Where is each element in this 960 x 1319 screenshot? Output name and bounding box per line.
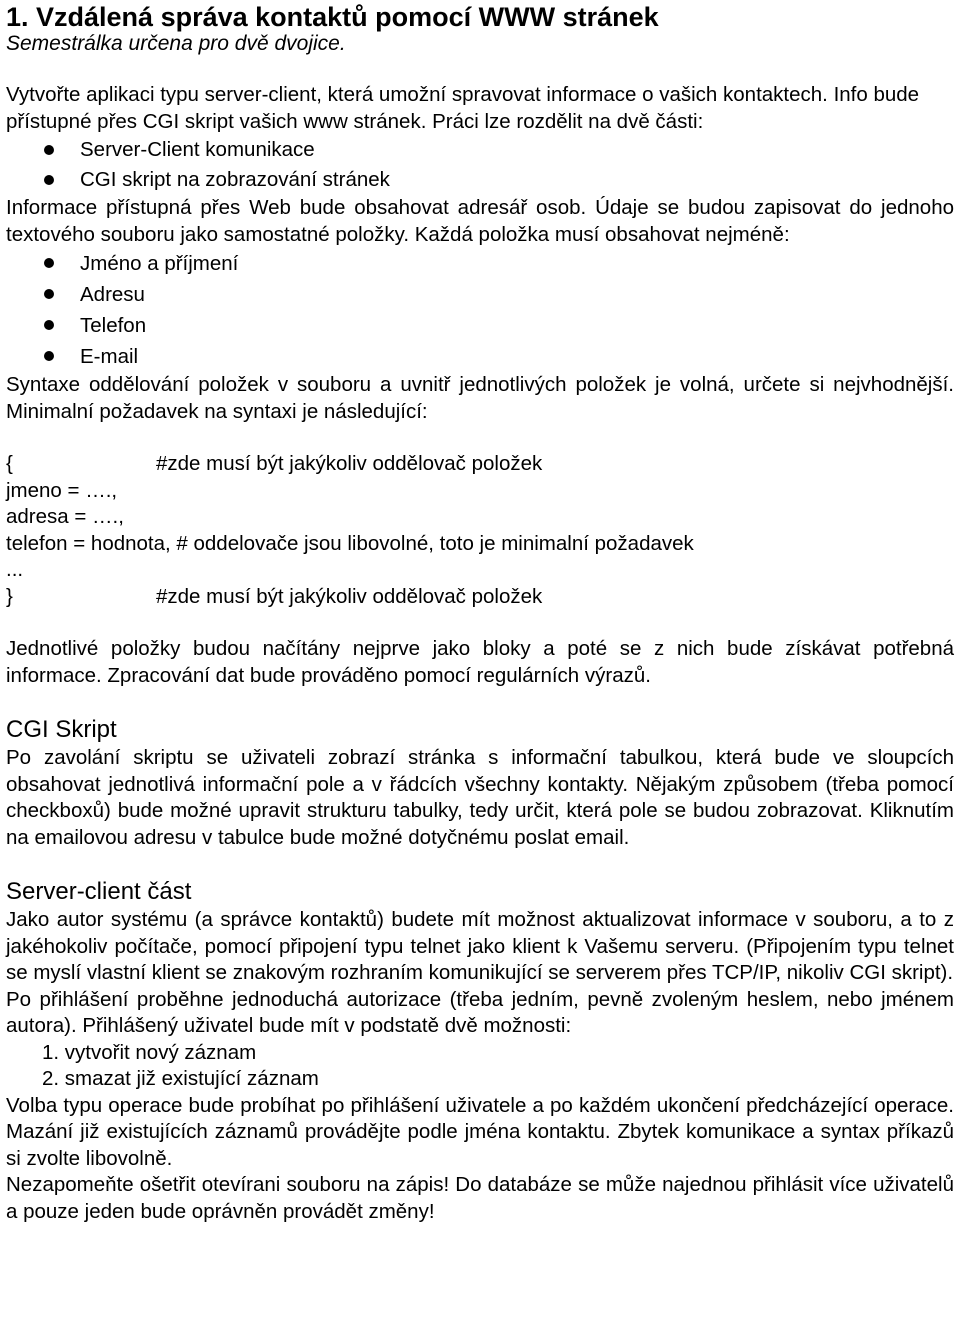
server-heading: Server-client část xyxy=(6,878,192,905)
closing-paragraph: Volba typu operace bude probíhat po přihlášení uživatele a po každém ukončení předcházející operace. Mazání již existujících záznamů provádějte podle jména kontaktu. Zbytek komunikace a syntax příkazů si zvolte libovolně. xyxy=(6,1093,954,1170)
options-list xyxy=(6,1040,954,1093)
cgi-heading: CGI Skript xyxy=(6,716,117,743)
code-line: ... xyxy=(6,558,24,581)
spacer xyxy=(6,56,954,82)
spacer xyxy=(6,425,954,451)
list-item: Server-Client komunikace xyxy=(6,135,954,165)
cgi-paragraph: Po zavolání skriptu se uživateli zobrazí stránka s informační tabulkou, která bude ve sloupcích obsahovat jednotlivá informační pole a v řádcích všechny kontakty. Nějakým způsobem (třeba pomocí checkboxů) bude možné upravit strukturu tabulky, tedy určit, která pole se budou zobrazovat. Kliknutím na emailovou adresu v tabulce bude možné dotyčnému poslat email. xyxy=(6,746,954,849)
intro-paragraph: Vytvořte aplikaci typu server-client, která umožní spravovat informace o vašich kontaktech. Info bude přístupné přes CGI skript vašich www stránek. Práci lze rozdělit na dvě části: xyxy=(6,83,920,133)
server-paragraph: Jako autor systému (a správce kontaktů) budete mít možnost aktualizovat informace v souboru, a to z jakéhokoliv počítače, pomocí připojení typu telnet jako klient k Vašemu serveru. (Připojením typu telnet se myslí vlastní klient se znakovým rozhraním komunikující se serverem přes TCP/IP, nikoliv CGI skript). xyxy=(6,908,954,984)
info-paragraph: Informace přístupná přes Web bude obsahovat adresář osob. Údaje se budou zapisovat do jednoho textového souboru jako samostatné položky. Každá položka musí obsahovat nejméně: xyxy=(6,196,954,246)
code-comment: #zde musí být jakýkoliv oddělovač položek xyxy=(156,584,543,608)
fields-list xyxy=(6,248,954,372)
list-item: Jméno a příjmení xyxy=(6,248,954,279)
server-paragraph: Po přihlášení proběhne jednoduchá autorizace (třeba jedním, pevně zvoleným heslem, nebo jménem autora). Přihlášený uživatel bude mít v podstatě dvě možnosti: xyxy=(6,987,954,1037)
code-line: telefon = hodnota, # oddelovače jsou libovolné, toto je minimalní požadavek xyxy=(6,531,694,555)
page-subtitle: Semestrálka určena pro dvě dvojice. xyxy=(6,32,346,55)
list-item: CGI skript na zobrazování stránek xyxy=(6,165,954,195)
code-line: adresa = …., xyxy=(6,505,124,528)
code-comment: #zde musí být jakýkoliv oddělovač položek xyxy=(156,452,543,475)
spacer xyxy=(6,689,954,715)
closing-paragraph: Nezapomeňte ošetřit otevírani souboru na zápis! Do databáze se může najednou přihlásit více uživatelů a pouze jeden bude oprávněn provádět změny! xyxy=(6,1173,954,1223)
list-item: 1. vytvořit nový záznam xyxy=(42,1040,257,1064)
code-line: jmeno = …., xyxy=(6,478,118,502)
list-item: Adresu xyxy=(6,279,954,310)
code-close-brace: } xyxy=(6,584,13,608)
spacer xyxy=(6,610,954,636)
blocks-paragraph: Jednotlivé položky budou načítány nejprve jako bloky a poté se z nich bude získávat potřebná informace. Zpracování dat bude prováděno pomocí regulárních výrazů. xyxy=(6,637,954,687)
list-item: 2. smazat již existující záznam xyxy=(42,1067,319,1090)
spacer xyxy=(6,851,954,877)
parts-list xyxy=(6,135,954,195)
page-title: 1. Vzdálená správa kontaktů pomocí WWW stránek xyxy=(6,2,659,32)
code-open-brace: { xyxy=(6,452,13,475)
code-line xyxy=(6,584,954,611)
syntax-example xyxy=(6,451,954,610)
code-line xyxy=(6,451,954,478)
list-item: Telefon xyxy=(6,310,954,341)
list-item: E-mail xyxy=(6,341,954,372)
syntax-paragraph: Syntaxe oddělování položek v souboru a uvnitř jednotlivých položek je volná, určete si nejvhodnější. Minimalní požadavek na syntaxi je následující: xyxy=(6,373,954,423)
